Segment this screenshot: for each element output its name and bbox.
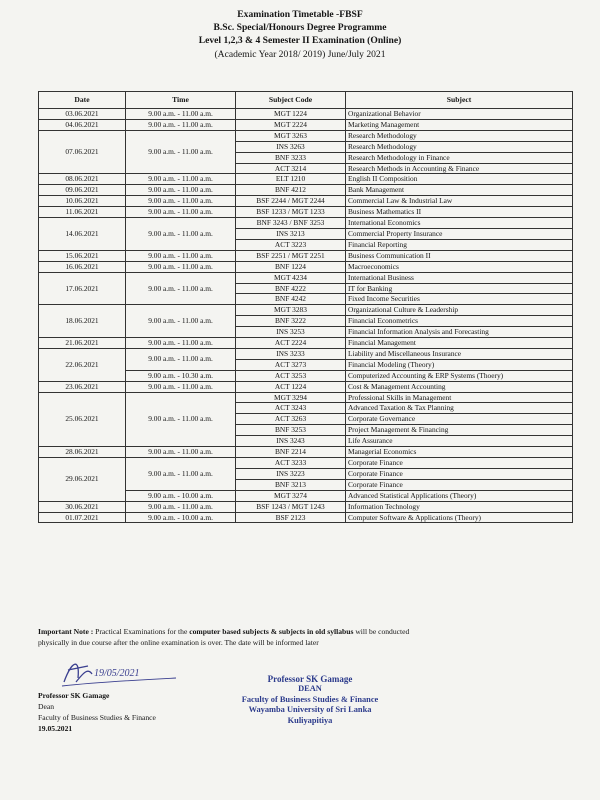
- table-row: [39, 207, 573, 218]
- cell-subject-code: ACT 3263: [236, 414, 346, 425]
- cell-time: 9.00 a.m. - 11.00 a.m.: [126, 174, 236, 185]
- cell-time: 9.00 a.m. - 11.00 a.m.: [126, 501, 236, 512]
- cell-time: 9.00 a.m. - 11.00 a.m.: [126, 272, 236, 305]
- column-header-time: Time: [126, 92, 236, 109]
- cell-date: 08.06.2021: [39, 174, 126, 185]
- cell-date: 17.06.2021: [39, 272, 126, 305]
- cell-subject-code: BNF 3233: [236, 152, 346, 163]
- cell-subject: Professional Skills in Management: [346, 392, 573, 403]
- cell-subject-code: MGT 1224: [236, 109, 346, 120]
- cell-time: 9.00 a.m. - 11.00 a.m.: [126, 119, 236, 130]
- cell-date: 03.06.2021: [39, 109, 126, 120]
- table-row: [39, 185, 573, 196]
- cell-subject-code: ACT 3233: [236, 458, 346, 469]
- cell-subject: Financial Information Analysis and Forecasting: [346, 327, 573, 338]
- cell-subject-code: MGT 2224: [236, 119, 346, 130]
- note-label: Important Note :: [38, 627, 94, 636]
- note-line-2: physically in due course after the online examination is over. The date will be informed later: [38, 638, 319, 647]
- cell-subject: Research Methodology: [346, 141, 573, 152]
- cell-subject-code: INS 3223: [236, 468, 346, 479]
- cell-subject-code: INS 3263: [236, 141, 346, 152]
- cell-subject: Organizational Culture & Leadership: [346, 305, 573, 316]
- cell-subject-code: BNF 4212: [236, 185, 346, 196]
- cell-time: 9.00 a.m. - 11.00 a.m.: [126, 207, 236, 218]
- cell-subject: Commercial Property Insurance: [346, 228, 573, 239]
- cell-subject: Research Methods in Accounting & Finance: [346, 163, 573, 174]
- cell-date: 14.06.2021: [39, 218, 126, 251]
- cell-date: 11.06.2021: [39, 207, 126, 218]
- column-header-subject: Subject: [346, 92, 573, 109]
- table-row: [39, 174, 573, 185]
- cell-subject-code: BNF 3213: [236, 479, 346, 490]
- cell-time: 9.00 a.m. - 11.00 a.m.: [126, 338, 236, 349]
- cell-subject: Corporate Governance: [346, 414, 573, 425]
- cell-date: 07.06.2021: [39, 130, 126, 174]
- table-row: [39, 119, 573, 130]
- cell-subject-code: ACT 3243: [236, 403, 346, 414]
- cell-date: 21.06.2021: [39, 338, 126, 349]
- cell-subject: Financial Reporting: [346, 239, 573, 250]
- cell-subject: Research Methodology in Finance: [346, 152, 573, 163]
- cell-subject: Computerized Accounting & ERP Systems (Thoery): [346, 370, 573, 381]
- cell-subject: Financial Modeling (Theory): [346, 359, 573, 370]
- note-text-b: will be conducted: [353, 627, 410, 636]
- table-row: [39, 196, 573, 207]
- cell-subject-code: BNF 4242: [236, 294, 346, 305]
- cell-time: 9.00 a.m. - 10.00 a.m.: [126, 512, 236, 523]
- note-text-a: Practical Examinations for the: [93, 627, 190, 636]
- table-row: [39, 305, 573, 316]
- cell-time: 9.00 a.m. - 11.00 a.m.: [126, 458, 236, 491]
- cell-subject: Managerial Economics: [346, 447, 573, 458]
- stamp-faculty: Faculty of Business Studies & Finance: [241, 694, 379, 704]
- cell-subject: Macroeconomics: [346, 261, 573, 272]
- timetable-body: [39, 109, 573, 523]
- cell-subject: Fixed Income Securities: [346, 294, 573, 305]
- cell-subject-code: BSF 1243 / MGT 1243: [236, 501, 346, 512]
- cell-date: 25.06.2021: [39, 392, 126, 447]
- cell-time: 9.00 a.m. - 11.00 a.m.: [126, 305, 236, 338]
- cell-subject-code: ACT 3214: [236, 163, 346, 174]
- cell-subject: Project Management & Financing: [346, 425, 573, 436]
- table-row: [39, 392, 573, 403]
- cell-subject: Financial Econometrics: [346, 316, 573, 327]
- cell-subject: IT for Banking: [346, 283, 573, 294]
- cell-date: 22.06.2021: [39, 348, 126, 381]
- cell-date: 30.06.2021: [39, 501, 126, 512]
- table-row: [39, 130, 573, 141]
- cell-subject: English II Composition: [346, 174, 573, 185]
- cell-subject-code: ACT 3273: [236, 359, 346, 370]
- cell-subject: International Economics: [346, 218, 573, 229]
- cell-subject: Corporate Finance: [346, 458, 573, 469]
- cell-time: 9.00 a.m. - 11.00 a.m.: [126, 250, 236, 261]
- cell-subject-code: MGT 3283: [236, 305, 346, 316]
- cell-subject: Organizational Behavior: [346, 109, 573, 120]
- cell-subject: Business Mathematics II: [346, 207, 573, 218]
- table-row: [39, 381, 573, 392]
- cell-subject-code: BSF 2251 / MGT 2251: [236, 250, 346, 261]
- cell-subject: Liability and Miscellaneous Insurance: [346, 348, 573, 359]
- cell-subject-code: INS 3213: [236, 228, 346, 239]
- cell-subject-code: ACT 1224: [236, 381, 346, 392]
- cell-time: 9.00 a.m. - 10.00 a.m.: [126, 490, 236, 501]
- column-header-date: Date: [39, 92, 126, 109]
- cell-date: 28.06.2021: [39, 447, 126, 458]
- cell-date: 16.06.2021: [39, 261, 126, 272]
- cell-date: 09.06.2021: [39, 185, 126, 196]
- cell-subject: Marketing Management: [346, 119, 573, 130]
- cell-subject-code: BSF 1233 / MGT 1233: [236, 207, 346, 218]
- cell-time: 9.00 a.m. - 11.00 a.m.: [126, 392, 236, 447]
- cell-subject-code: MGT 3274: [236, 490, 346, 501]
- cell-subject-code: BNF 3243 / BNF 3253: [236, 218, 346, 229]
- header-title: Examination Timetable -FBSF: [237, 9, 363, 20]
- cell-subject-code: ACT 3223: [236, 239, 346, 250]
- cell-subject-code: BNF 3222: [236, 316, 346, 327]
- table-row: [39, 272, 573, 283]
- table-row: [39, 348, 573, 359]
- stamp-title: DEAN: [298, 684, 322, 694]
- cell-time: 9.00 a.m. - 11.00 a.m.: [126, 109, 236, 120]
- cell-subject: International Business: [346, 272, 573, 283]
- table-row: [39, 458, 573, 469]
- cell-subject: Computer Software & Applications (Theory): [346, 512, 573, 523]
- cell-date: 29.06.2021: [39, 458, 126, 502]
- header-level: Level 1,2,3 & 4 Semester II Examination (Online): [198, 35, 402, 47]
- important-note: [38, 626, 568, 648]
- table-row: [39, 338, 573, 349]
- table-row: [39, 218, 573, 229]
- signatory-details: [38, 690, 238, 734]
- cell-time: 9.00 a.m. - 11.00 a.m.: [126, 218, 236, 251]
- cell-time: 9.00 a.m. - 11.00 a.m.: [126, 196, 236, 207]
- cell-time: 9.00 a.m. - 11.00 a.m.: [126, 447, 236, 458]
- signatory-faculty: Faculty of Business Studies & Finance: [38, 713, 156, 722]
- cell-time: 9.00 a.m. - 11.00 a.m.: [126, 348, 236, 370]
- table-row: [39, 512, 573, 523]
- cell-subject: Advanced Statistical Applications (Theory): [346, 490, 573, 501]
- cell-subject-code: ACT 2224: [236, 338, 346, 349]
- stamp-place: Kuliyapitiya: [287, 715, 333, 725]
- cell-date: 01.07.2021: [39, 512, 126, 523]
- cell-date: 15.06.2021: [39, 250, 126, 261]
- document-header: [0, 8, 600, 61]
- cell-subject: Corporate Finance: [346, 468, 573, 479]
- official-stamp: [215, 674, 405, 726]
- cell-subject-code: BNF 4222: [236, 283, 346, 294]
- cell-time: 9.00 a.m. - 11.00 a.m.: [126, 261, 236, 272]
- cell-subject: Commercial Law & Industrial Law: [346, 196, 573, 207]
- cell-time: 9.00 a.m. - 10.30 a.m.: [126, 370, 236, 381]
- signatory-name: Professor SK Gamage: [38, 691, 110, 700]
- cell-subject-code: BNF 2214: [236, 447, 346, 458]
- cell-subject-code: BSF 2123: [236, 512, 346, 523]
- table-header-row: [39, 92, 573, 109]
- header-programme: B.Sc. Special/Honours Degree Programme: [213, 22, 387, 34]
- column-header-subject-code: Subject Code: [236, 92, 346, 109]
- table-row: [39, 109, 573, 120]
- stamp-university: Wayamba University of Sri Lanka: [248, 705, 372, 715]
- cell-date: 23.06.2021: [39, 381, 126, 392]
- cell-time: 9.00 a.m. - 11.00 a.m.: [126, 185, 236, 196]
- cell-subject: Financial Management: [346, 338, 573, 349]
- cell-subject-code: MGT 4234: [236, 272, 346, 283]
- cell-subject-code: BSF 2244 / MGT 2244: [236, 196, 346, 207]
- header-academic-year: (Academic Year 2018/ 2019) June/July 2021: [214, 48, 386, 60]
- cell-subject-code: ELT 1210: [236, 174, 346, 185]
- table-row: [39, 250, 573, 261]
- cell-subject: Corporate Finance: [346, 479, 573, 490]
- cell-subject: Advanced Taxation & Tax Planning: [346, 403, 573, 414]
- cell-subject-code: INS 3243: [236, 436, 346, 447]
- table-row: [39, 501, 573, 512]
- signature-date: 19.05.2021: [38, 724, 73, 733]
- cell-subject: Information Technology: [346, 501, 573, 512]
- cell-subject-code: INS 3253: [236, 327, 346, 338]
- signatory-title: Dean: [38, 702, 55, 711]
- svg-text:19/05/2021: 19/05/2021: [94, 668, 140, 679]
- table-row: [39, 447, 573, 458]
- cell-subject: Cost & Management Accounting: [346, 381, 573, 392]
- cell-subject-code: BNF 1224: [236, 261, 346, 272]
- cell-subject-code: BNF 3253: [236, 425, 346, 436]
- cell-date: 04.06.2021: [39, 119, 126, 130]
- cell-subject-code: MGT 3294: [236, 392, 346, 403]
- cell-time: 9.00 a.m. - 11.00 a.m.: [126, 381, 236, 392]
- table-row: [39, 261, 573, 272]
- cell-subject: Life Assurance: [346, 436, 573, 447]
- cell-date: 10.06.2021: [39, 196, 126, 207]
- cell-time: 9.00 a.m. - 11.00 a.m.: [126, 130, 236, 174]
- cell-subject-code: ACT 3253: [236, 370, 346, 381]
- cell-subject-code: INS 3233: [236, 348, 346, 359]
- stamp-name: Professor SK Gamage: [267, 674, 353, 684]
- cell-date: 18.06.2021: [39, 305, 126, 338]
- cell-subject-code: MGT 3263: [236, 130, 346, 141]
- exam-timetable: [38, 91, 573, 523]
- cell-subject: Research Methodology: [346, 130, 573, 141]
- cell-subject: Bank Management: [346, 185, 573, 196]
- note-bold-text: computer based subjects & subjects in old syllabus: [189, 627, 354, 636]
- cell-subject: Business Communication II: [346, 250, 573, 261]
